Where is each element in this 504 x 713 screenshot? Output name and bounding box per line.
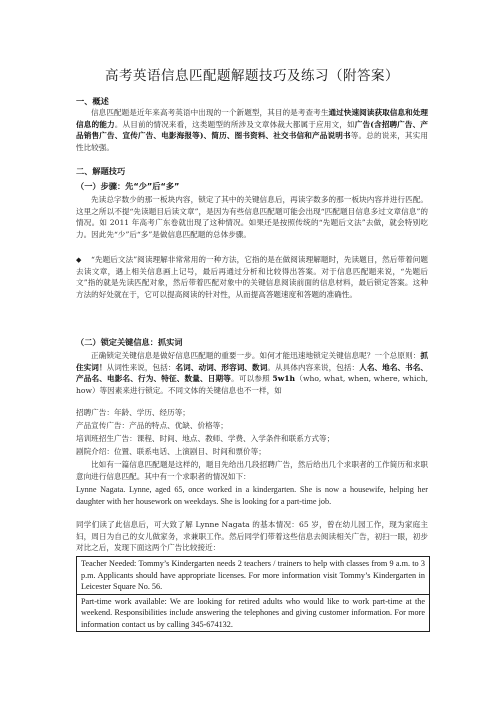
example-paragraph: 比如有一篇信息匹配题是这样的，题目先给出几段招聘广告，然后给出几个求职者的工作简历和求职意向进行信息匹配。其中有一个求职者的情况如下： xyxy=(76,460,428,481)
keyword-text-a: 正确锁定关键信息是做好信息匹配题的重要一步。如何才能迅速地锁定关键信息呢？一个总原则： xyxy=(91,351,421,360)
section-2-heading: 二、解题技巧 xyxy=(76,166,126,176)
subsection-1-heading: （一）步骤：先“少”后“多” xyxy=(76,181,180,191)
overview-bold-1: 通过快速阅读获取信息和处理信息的能力 xyxy=(76,108,429,129)
keyword-bold-5w1h: 5w1h xyxy=(272,374,296,384)
method-paragraph: “先题后文法”阅读理解非常常用的一种方法，它指的是在做阅读理解题时，先读题目，然后带着问题去读文章，遇上相关信息画上记号，最后再通过分析和比较得出答案。对于信息匹配题来说，“先题后文”指的就是先读匹配对象，然后带着匹配对象中的关键信息阅读前面的信息材料，最后锁定答案。这种方法的好处就在于，它可以提高阅读的针对性，从而提高答题速度和答题的准确性。 xyxy=(76,255,428,299)
analysis-paragraph: 同学们读了此信息后，可大致了解 Lynne Nagata 的基本情况：65 岁，曾在幼儿园工作，现为家庭主妇，周日为自己的女儿做家务，求兼职工作。然后同学们带着这些信息去阅读相关广告，初扫一眼，初步对比之后，发现下面这两个广告比较接近： xyxy=(76,520,428,553)
ad-part-time-work: Part-time work available: We are looking for retired adults who would like to work part-time at the weekend. Responsibilities include answering the telephones and giving customer information. For more information contact us by calling 345-674132. xyxy=(77,594,429,632)
list-item: 招聘广告：年龄、学历、经历等； xyxy=(76,408,190,417)
list-item: 剧院介绍：位置、联系电话、上演剧目、时间和票价等； xyxy=(76,447,266,456)
overview-bold-2: 广告(含招聘广告、产品销售广告、宣传广告、电影海报等)、简历、图书资料、社交书信和产品说明书 xyxy=(76,119,429,141)
section-1-paragraph xyxy=(76,107,428,153)
diamond-bullet-icon: ◆ xyxy=(76,256,82,264)
keyword-text-i: （who, what, when, where, which, how）等因素来进行锁定。不同文体的关键信息也不一样，如 xyxy=(76,374,428,395)
section-1-heading: 一、概述 xyxy=(76,96,109,106)
keyword-paragraph xyxy=(76,350,428,396)
keyword-text-g: 。可以参照 xyxy=(231,374,273,384)
overview-text-3: 等。总的说来，其实用性比较强。 xyxy=(76,131,429,152)
keyword-bold-parts: 名词、动词、形容词、数词 xyxy=(175,362,268,372)
ads-table xyxy=(76,556,430,632)
list-item: 产品宣传广告：产品的特点、优缺、价格等； xyxy=(76,421,228,430)
keyword-text-c: 从词性来说，包括： xyxy=(106,362,176,372)
steps-paragraph: 先读总字数少的那一板块内容，锁定了其中的关键信息后，再读字数多的那一板块内容并进行匹配。这里之所以不提“先读题目后读文章”，是因为有些信息匹配题可能会出现“匹配题目信息多过文章信息”的情况。如 2011 年高考广东卷就出现了这种情况。如果还是按照传统的“先题后文法”去做，就会特别吃力。因此先“少”后“多”是做信息匹配题的总体步骤。 xyxy=(76,195,428,239)
ad-teacher-needed: Teacher Needed: Tommy’s Kindergarten needs 2 teachers / trainers to help with classes from 9 a.m. to 3 p.m. Applicants should have appropriate licenses. For more information visit Tommy’s Kindergarten in Leicester Square No. 56. xyxy=(81,559,425,591)
overview-text-1: 信息匹配题是近年来高考英语中出现的一个新题型，其目的是考查考生 xyxy=(91,108,329,117)
english-example: Lynne Nagata. Lynne, aged 65, once worked in a kindergarten. She is now a housewife, helping her daughter with her housework on weekdays. She is looking for a part-time job. xyxy=(76,485,428,506)
keyword-bold-content: 人名、地名、书名、产品名、电影名、行为、特征、数量、日期等 xyxy=(76,362,429,384)
keyword-bold-principle: 抓住实词！ xyxy=(76,351,428,372)
list-item: 培训班招生广告：课程、时间、地点、教师、学费、入学条件和联系方式等； xyxy=(76,434,335,443)
page-title: 高考英语信息匹配题解题技巧及练习（附答案） xyxy=(105,68,399,84)
keyword-text-e: 。从具体内容来说，包括： xyxy=(267,362,360,372)
overview-text-2: 。从目前的情况来看，这类题型的所涉及文章体裁大都属于应用文，如 xyxy=(114,119,355,129)
subsection-2-heading: （二）锁定关键信息：抓实词 xyxy=(76,337,183,347)
